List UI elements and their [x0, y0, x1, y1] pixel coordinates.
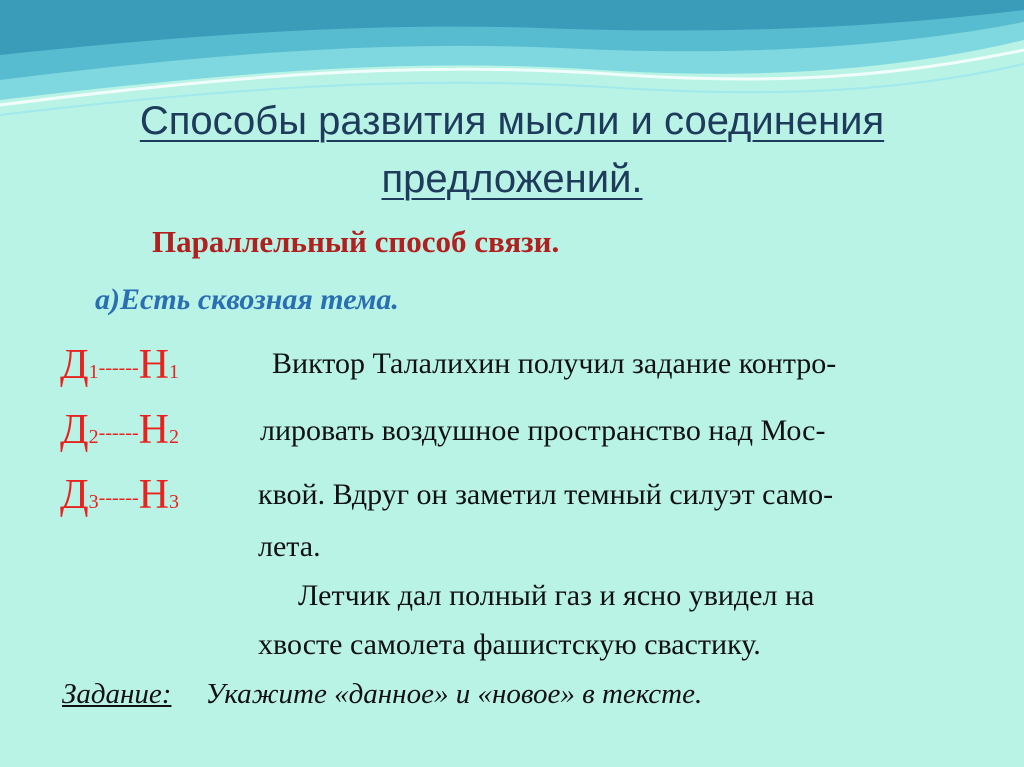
scheme-new: Н — [138, 472, 169, 518]
point-a: а)Есть сквозная тема. — [95, 283, 399, 316]
slide-title-line-2: предложений. — [381, 157, 643, 201]
scheme-given-index: 1 — [88, 361, 99, 383]
text-line: Виктор Талалихин получил задание контро- — [272, 347, 837, 380]
text-line: лировать воздушное пространство над Мос- — [260, 414, 826, 447]
scheme-given-index: 3 — [88, 491, 99, 513]
scheme-row-2 — [60, 405, 179, 462]
task — [62, 678, 702, 711]
scheme-given: Д — [60, 472, 89, 518]
subtitle: Параллельный способ связи. — [152, 224, 560, 259]
scheme-row-3 — [60, 470, 179, 527]
scheme-new: Н — [138, 407, 169, 453]
text-line: Летчик дал полный газ и ясно увидел на — [298, 579, 815, 612]
scheme-row-1 — [60, 340, 179, 397]
scheme-given-index: 2 — [88, 426, 99, 448]
scheme-new: Н — [138, 342, 169, 388]
scheme-new-index: 3 — [168, 491, 179, 513]
task-text: Укажите «данное» и «новое» в тексте. — [205, 678, 703, 710]
text-line: квой. Вдруг он заметил темный силуэт само- — [258, 478, 834, 511]
text-line: лета. — [258, 530, 321, 563]
scheme-dashes: ------ — [98, 487, 139, 509]
scheme-new-index: 2 — [168, 426, 179, 448]
slide-title-line-1: Способы развития мысли и соединения — [139, 99, 885, 143]
scheme-dashes: ------ — [98, 422, 139, 444]
text-line: хвосте самолета фашистскую свастику. — [258, 628, 761, 661]
scheme-given: Д — [60, 407, 89, 453]
task-label: Задание: — [62, 678, 172, 710]
scheme-given: Д — [60, 342, 89, 388]
scheme-new-index: 1 — [168, 361, 179, 383]
scheme-dashes: ------ — [98, 357, 139, 379]
